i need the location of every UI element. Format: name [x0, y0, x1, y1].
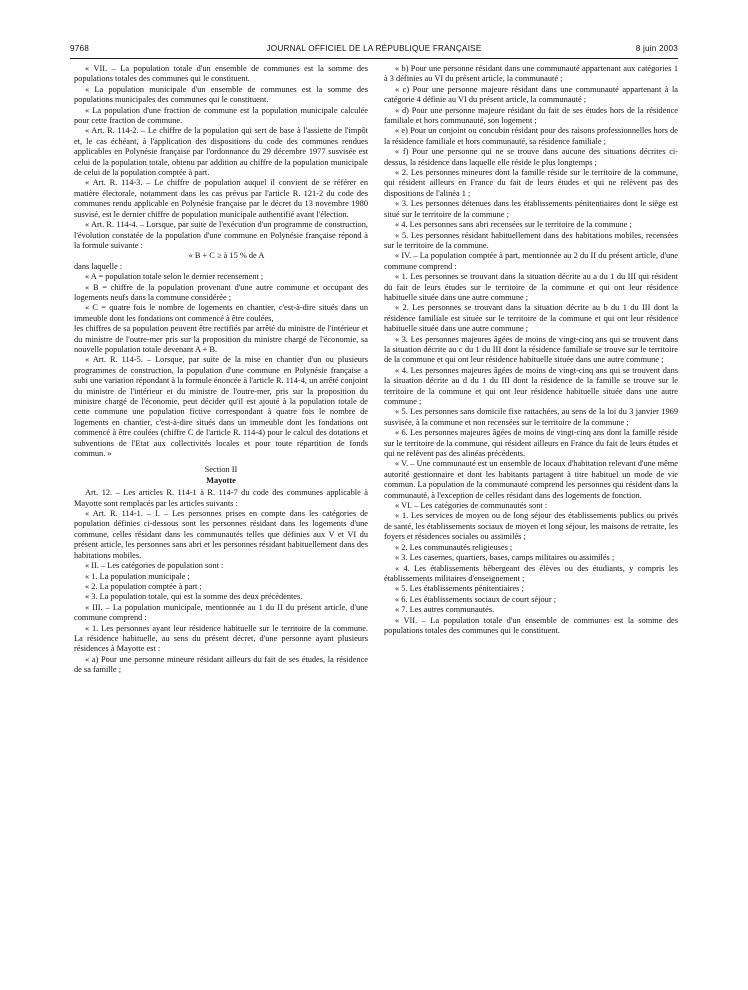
paragraph: les chiffres de sa population peuvent être rectifiés par arrêté du ministre de l'intérieur et du ministre de l'outre-mer pris sur la proposition du ministre chargé de l'économie, sa nouvelle population totale devenant A + B.: [74, 324, 368, 354]
paragraph: « 2. La population comptée à part ;: [85, 581, 202, 591]
page-number: 9768: [70, 44, 90, 53]
paragraph: « 4. Les personnes sans abri recensées sur le territoire de la commune ;: [395, 220, 632, 230]
paragraph: « 4. Les établissements hébergeant des élèves ou des étudiants, y compris les établissements militaires d'enseignement ;: [384, 563, 678, 583]
paragraph: « 5. Les personnes sans domicile fixe rattachées, au sens de la loi du 3 janvier 1969 susvisée, à la commune et non recensées sur le territoire de la commune ;: [384, 407, 678, 427]
paragraph: « 3. La population totale, qui est la somme des deux précédentes.: [85, 592, 303, 602]
left-column: [74, 64, 368, 676]
paragraph: « V. – Une communauté est un ensemble de locaux d'habitation relevant d'une même autorité gestionnaire et dont les habitants partagent à titre habituel un mode de vie commun. La population de la communauté comprend les personnes qui résident dans la communauté, à l'exception de celles résidant dans des logements de fonction.: [384, 459, 678, 500]
paragraph: « 6. Les personnes majeures âgées de moins de vingt-cinq ans dont la famille réside sur le territoire de la commune, qui résident ailleurs en France du fait de leurs études et qui ne relèvent pas des alinéas précédents.: [384, 428, 678, 459]
paragraph: « 1. Les services de moyen ou de long séjour des établissements publics ou privés de santé, les établissements sociaux de moyen et long séjour, les maisons de retraite, les foyers et résidences sociales ou assimilés ;: [384, 511, 678, 542]
paragraph: « 3. Les casernes, quartiers, bases, camps militaires ou assimilés ;: [395, 553, 615, 563]
paragraph: « La population d'une fraction de commune est la population municipale calculée pour cette fraction de commune.: [74, 105, 368, 126]
paragraph: « 5. Les personnes résidant habituellement dans des habitations mobiles, recensées sur le territoire de la commune.: [384, 230, 678, 250]
right-column: [384, 64, 678, 636]
paragraph: « b) Pour une personne résidant dans une communauté appartenant aux catégories 1 à 3 définies au VI du présent article, la communauté ;: [384, 64, 678, 84]
paragraph: « B = chiffre de la population provenant d'une autre commune et occupant des logements neufs dans la commune considérée ;: [74, 282, 368, 302]
paragraph: « 1. Les personnes ayant leur résidence habituelle sur le territoire de la commune. La résidence habituelle, au sens du présent décret, d'une personne ayant plusieurs résidences à Mayotte est :: [74, 623, 368, 654]
paragraph: « VII. – La population totale d'un ensemble de communes est la somme des populations totales des communes qui le constituent.: [384, 615, 678, 635]
journal-title: JOURNAL OFFICIEL DE LA RÉPUBLIQUE FRANÇAISE: [266, 44, 482, 53]
paragraph: « a) Pour une personne mineure résidant ailleurs du fait de ses études, la résidence de sa famille ;: [74, 654, 368, 675]
paragraph: « c) Pour une personne majeure résidant dans une communauté appartenant à la catégorie 4 définie au VI du présent article, la communauté ;: [384, 84, 678, 105]
paragraph: « 1. La population municipale ;: [85, 571, 190, 581]
paragraph: « Art. R. 114-2. – Le chiffre de la population qui sert de base à l'assiette de l'impôt et, le cas échéant, à l'application des dispositions du code des communes rendues applicables en Polynésie française par l'ordonnance du 29 décembre 1977 susvisée est celui de la population totale, obtenu par addition au chiffre de la population municipale de celui de la population comptée à part.: [74, 126, 368, 178]
paragraph: « La population municipale d'un ensemble de communes est la somme des populations municipales des communes qui le constituent.: [74, 84, 368, 105]
paragraph: « f) Pour une personne qui ne se trouve dans aucune des situations décrites ci-dessus, la résidence dans laquelle elle réside le plus longtemps ;: [384, 147, 678, 167]
article-paragraph: Art. 12. – Les articles R. 114-1 à R. 114-7 du code des communes applicable à Mayotte sont remplacés par les articles suivants :: [74, 488, 368, 508]
paragraph: « 4. Les personnes majeures âgées de moins de vingt-cinq ans qui se trouvent dans la situation décrite au d du 1 du III dont la résidence de la famille se trouve sur le territoire de la commune et qui ont leur résidence habituelle située dans une autre commune ;: [384, 365, 678, 406]
paragraph: « IV. – La population comptée à part, mentionnée au 2 du II du présent article, d'une commune comprend :: [384, 251, 678, 271]
paragraph: « C = quatre fois le nombre de logements en chantier, c'est-à-dire situés dans un immeuble dont les fondations ont commencé à être coulées,: [74, 303, 368, 323]
paragraph: « VI. – Les catégories de communautés sont :: [395, 501, 548, 511]
paragraph: « 7. Les autres communautés.: [395, 605, 495, 615]
paragraph: dans laquelle :: [74, 261, 123, 271]
formula: « B + C ≥ à 15 % de A: [188, 251, 265, 261]
page-header: [70, 44, 678, 58]
paragraph: « Art. R. 114-1. – I. – Les personnes prises en compte dans les catégories de population définies ci-dessous sont les personnes résidant dans les logements d'une commune, celles résidant dans les communautés telles que définies aux V et VI du présent article, les personnes sans abri et les personnes résidant habituellement dans des habitations mobiles.: [74, 509, 368, 560]
paragraph: « Art. R. 114-4. – Lorsque, par suite de l'exécution d'un programme de construction, l'évolution constatée de la population d'une commune en Polynésie française répond à la formule suivante :: [74, 220, 368, 250]
paragraph: « II. – Les catégories de population sont :: [85, 561, 224, 571]
paragraph: « 1. Les personnes se trouvant dans la situation décrite au a du 1 du III qui résident du fait de leurs études sur le territoire de la commune et qui ont leur résidence habituelle située dans une autre commune ;: [384, 272, 678, 302]
paragraph: « VII. – La population totale d'un ensemble de communes est la somme des populations totales des communes qui le constituent.: [74, 64, 368, 84]
paragraph: « Art. R. 114-3. – Le chiffre de population auquel il convient de se référer en matière électorale, notamment dans les cas prévus par l'article R. 121-2 du code des communes rendu applicable en Polynésie française par le décret du 13 novembre 1980 susvisé, est le dernier chiffre de population municipale authentifié avant l'élection.: [74, 178, 368, 219]
paragraph: « 6. Les établissements sociaux de court séjour ;: [395, 594, 557, 604]
section-heading: Section II: [204, 465, 238, 475]
paragraph: « 2. Les personnes se trouvant dans la situation décrite au b du 1 du III dont la résidence familiale est située sur le territoire de la commune et qui ont leur résidence habituelle située dans une autre commune ;: [384, 303, 678, 334]
paragraph: « III. – La population municipale, mentionnée au 1 du II du présent article, d'une commune comprend :: [74, 602, 368, 623]
paragraph: « 2. Les communautés religieuses ;: [395, 542, 513, 552]
paragraph: « Art. R. 114-5. – Lorsque, par suite de la mise en chantier d'un ou plusieurs programmes de construction, la population d'une commune en Polynésie française a subi une variation répondant à la formule énoncée à l'article R. 114-4, un arrêté conjoint du ministre de l'intérieur et du ministre de l'outre-mer, pris sur la proposition du ministre chargé de l'économie, peut décider qu'il est ajouté à la population totale de cette commune une population fictive correspondant à quatre fois le nombre de logements en chantier, c'est-à-dire situés dans un immeuble dont les fondations ont commencé à être coulées (chiffre C de l'article R. 114-4) pour le calcul des dotations et subventions de l'Etat aux collectivités locales et pour toute répartition de fonds commun. »: [74, 355, 368, 459]
paragraph: « d) Pour une personne majeure résidant du fait de ses études hors de la résidence familiale et hors communauté, son logement ;: [384, 105, 678, 126]
subsection-heading: Mayotte: [206, 475, 236, 485]
paragraph: « 3. Les personnes majeures âgées de moins de vingt-cinq ans qui se trouvent dans la situation décrite au c du 1 du III dont la résidence familiale se trouve sur le territoire de la commune et qui ont leur résidence habituelle située dans une autre commune ;: [384, 334, 678, 365]
paragraph: « A = population totale selon le dernier recensement ;: [85, 272, 264, 282]
paragraph: « e) Pour un conjoint ou concubin résidant pour des raisons professionnelles hors de la résidence familiale et hors communauté, sa résidence familiale ;: [384, 126, 678, 146]
publication-date: 8 juin 2003: [635, 44, 678, 53]
paragraph: « 5. Les établissements pénitentiaires ;: [395, 584, 524, 594]
header-rule: [70, 58, 678, 59]
paragraph: « 2. Les personnes mineures dont la famille réside sur le territoire de la commune, qui résident ailleurs en France du fait de leurs études et qui ne relèvent pas des dispositions de l'alinéa 1 ;: [384, 168, 678, 198]
paragraph: « 3. Les personnes détenues dans les établissements pénitentiaires dont le siège est situé sur le territoire de la commune ;: [384, 199, 678, 219]
